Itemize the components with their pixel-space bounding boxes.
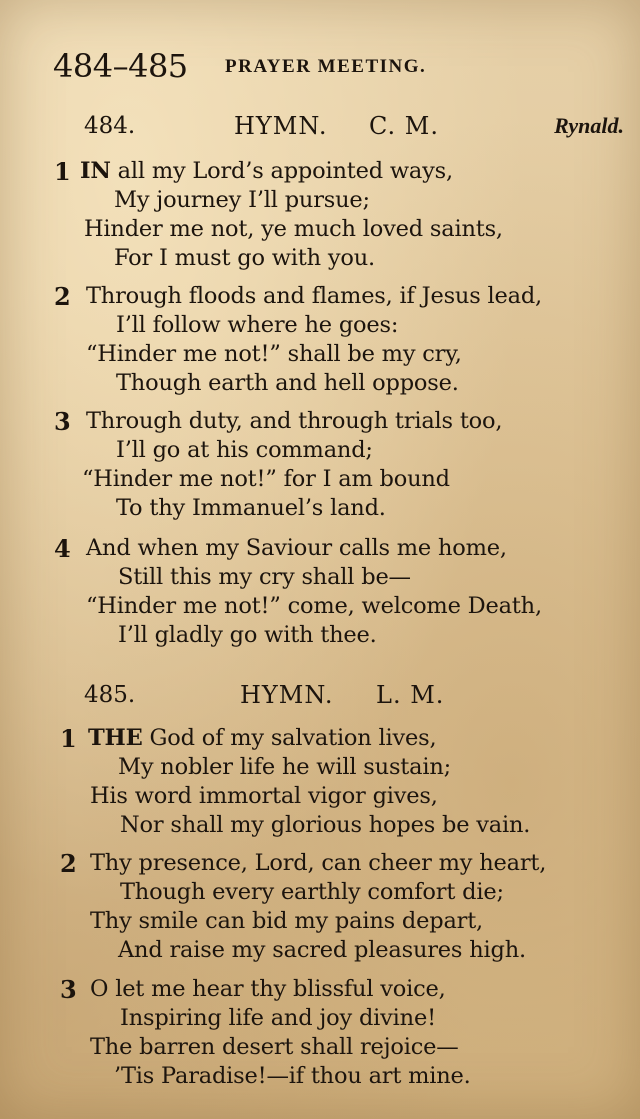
verse-line: “Hinder me not!” shall be my cry, [86,341,462,367]
stanza-number: 1 [60,724,77,753]
hymn-heading [84,106,624,146]
verse-line: Hinder me not, ye much loved saints, [84,216,503,242]
hymn-number: 485. [84,682,136,708]
verse-line [80,157,453,186]
hymn-meter: L. M. [376,681,445,709]
hymn-meter: C. M. [369,112,439,140]
verse-line: I’ll follow where he goes: [116,312,399,338]
verse-line: O let me hear thy blissful voice, [90,976,446,1002]
verse-line: Though every earthly comfort die; [120,879,504,905]
verse-line: Through floods and flames, if Jesus lead, [86,283,542,309]
verse-line: “Hinder me not!” for I am bound [82,466,450,492]
page-range: 484–485 [53,47,188,85]
stanza-number: 1 [54,157,71,186]
verse-line: “Hinder me not!” come, welcome Death, [86,593,542,619]
verse-line: Though earth and hell oppose. [116,370,459,396]
stanza-number: 3 [60,975,77,1004]
verse-line: Thy presence, Lord, can cheer my heart, [90,850,547,876]
section-title: PRAYER MEETING. [225,56,427,77]
hymn-number: 484. [84,113,136,139]
hymn-heading [84,675,624,715]
stanza-number: 4 [54,534,71,563]
verse-line: ’Tis Paradise!—if thou art mine. [114,1063,471,1089]
stanza-number: 3 [54,407,71,436]
stanza-number: 2 [60,849,77,878]
verse-first-word: THE [88,725,143,751]
verse-line: Through duty, and through trials too, [86,408,503,434]
verse-line: I’ll go at his command; [116,437,373,463]
verse-line: Inspiring life and joy divine! [120,1005,436,1031]
verse-first-line-text: God of my salvation lives, [149,725,437,751]
verse-line: Nor shall my glorious hopes be vain. [120,812,531,838]
hymn-author: Rynald. [554,113,624,138]
verse-line: Still this my cry shall be— [118,564,411,590]
verse-line: For I must go with you. [114,245,375,271]
hymn-label: HYMN. [240,681,334,709]
verse-line: I’ll gladly go with thee. [118,622,377,648]
stanza-number: 2 [54,282,71,311]
verse-line: And when my Saviour calls me home, [86,535,507,561]
verse-first-line-text: all my Lord’s appointed ways, [117,158,453,184]
verse-line: My nobler life he will sustain; [118,754,452,780]
verse-line: And raise my sacred pleasures high. [118,937,526,963]
verse-line: Thy smile can bid my pains depart, [90,908,484,934]
hymn-label: HYMN. [234,112,328,140]
verse-first-word: IN [80,158,111,184]
running-header [53,44,613,88]
verse-line: To thy Immanuel’s land. [116,495,386,521]
verse-line: His word immortal vigor gives, [90,783,438,809]
verse-line: The barren desert shall rejoice— [90,1034,459,1060]
verse-line [88,724,436,753]
verse-line: My journey I’ll pursue; [114,187,370,213]
